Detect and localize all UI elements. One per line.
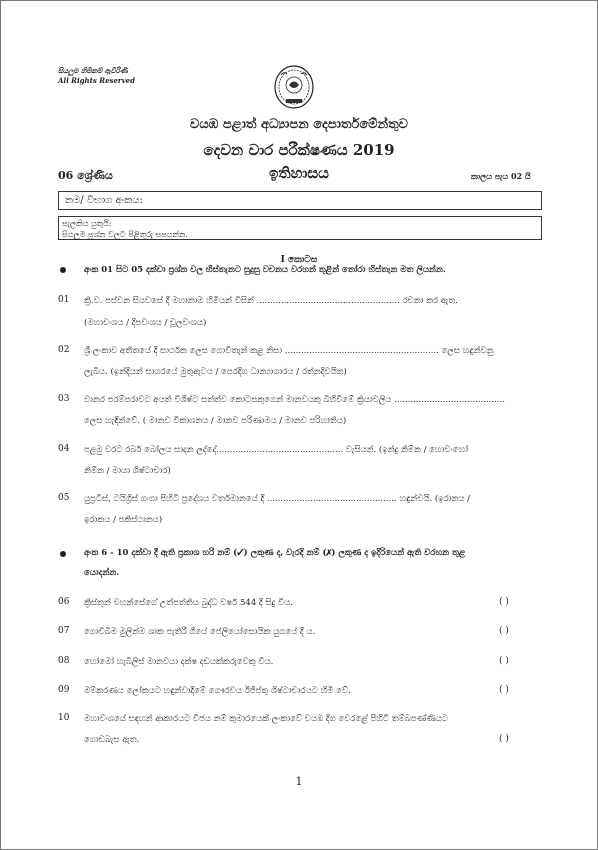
- instructions-box: [58, 216, 542, 240]
- instructions-title: සැලකිය යුතුයි:: [62, 219, 112, 228]
- question-text: ශ්‍රී ලංකාව අතීතයේ දී සාර්ථක ලෙස ගොවිතැන් කළ නිසා ......................................................... ලෙස හඳුන්වනු: [84, 346, 494, 356]
- time-label: කාලය පැය 02 යි: [471, 171, 531, 181]
- section1-bullet: [60, 267, 66, 273]
- question-number: 07: [58, 626, 70, 636]
- question-text: ක්‍රි.ව. පස්වන සියවසේ දී මහානාම හිමියන් විසින් ..................................................... රචනා කර ඇත.: [84, 296, 458, 306]
- question-number: 06: [58, 597, 70, 607]
- question-text: වානර පරම්පරාවට අයත් විශිෂ්ට සත්ත්ව කොටසකුගෙන් මානවයකු බිහිවීමේ ක්‍රියාවලිය .........................................: [84, 395, 505, 405]
- question-number: 05: [58, 493, 70, 503]
- question-number: 02: [58, 345, 70, 355]
- question-number: 08: [58, 656, 70, 666]
- question-options: ලැබීය. (ඉන්දියන් සාගරයේ මුතුඇටය / පෙරදිග ධාන්‍යාගාරය / රත්නදිවයින): [84, 367, 347, 377]
- name-field[interactable]: [58, 191, 542, 210]
- question-options: නිම්න / මායා ශිෂ්ටාචාර): [84, 466, 171, 476]
- question-text: හෝමෝ හැබිලිස් මානවයා දක්ෂ දඩයක්කරුවෙකු විය.: [84, 657, 274, 667]
- name-field-label: නම/ විභාග අංකය:: [65, 195, 143, 206]
- subject-title: ඉතිහාසය: [269, 164, 329, 182]
- question-text: ගොවිබිම මුලින්ම ශාක පැතිරී ගියේ පේලියෝසොයික යුගයේ දී ය.: [84, 627, 316, 637]
- question-text: මම්කරණය ලෝකයට හඳුන්වාදීමේ ගෞරවය ඊජිප්තු ශිෂ්ටාචාරයට හිමි වේ.: [84, 686, 351, 696]
- section2-heading-cont: යොදන්න.: [84, 568, 120, 578]
- question-number: 09: [58, 685, 70, 695]
- section2-bullet: [60, 551, 66, 557]
- question-text: ක්‍රිස්තුන් වහන්සේගේ උත්පත්තිය බුද්ධ වර්ෂ 544 දී සිදු විය.: [84, 598, 293, 608]
- grade-label: 06 ශ්‍රේණිය: [58, 169, 113, 182]
- answer-bracket[interactable]: ( ): [499, 626, 509, 636]
- copyright-notice: [58, 66, 135, 86]
- copyright-english: All Rights Reserved: [58, 76, 136, 85]
- question-text-cont: ගොඩබැස ඇත.: [84, 735, 140, 745]
- answer-bracket[interactable]: ( ): [499, 656, 509, 666]
- part-title: I කොටස: [280, 255, 318, 265]
- question-text: මහාවංශයේ සඳහන් ආකාරයට විජය නම් කුමාරයෙක් ලංකාවේ වයඹ දිග වෙරළේ පිහිටි තම්බපණ්ණියට: [84, 714, 448, 724]
- question-number: 01: [58, 295, 70, 305]
- answer-bracket[interactable]: ( ): [499, 734, 509, 744]
- answer-bracket[interactable]: ( ): [499, 685, 509, 695]
- exam-title: දෙවන වාර පරීක්ෂණය 2019: [203, 141, 395, 159]
- section1-heading: අංක 01 සිට 05 දක්වා ප්‍රශ්න වල හිස්තැනට සුදුසු වචනය වරහන් තුළින් තෝරා හිස්තැන මත ලියන්න.: [84, 265, 446, 275]
- question-number: 03: [58, 394, 70, 404]
- question-options: (මහාවංශය / දීපවංශය / චූලවංශය): [84, 318, 207, 328]
- page-number: 1: [295, 775, 303, 788]
- question-number: 10: [58, 713, 70, 723]
- emblem-icon: [273, 65, 315, 111]
- question-text: යුප්‍රටීස්, ටයිග්‍රිස් ගංගා පිහිටි ප්‍රදේශය වර්තමානයේ දී ................................................ හඳුන්වයි. (ඉරානය /: [84, 494, 471, 504]
- department-title: වයඹ පළාත් අධ්‍යාපන දෙපාර්තමේන්තුව: [190, 117, 408, 132]
- instructions-text: සියලුම ප්‍රශ්න වලට පිළිතුරු සපයන්න.: [62, 230, 188, 239]
- question-number: 04: [58, 444, 70, 454]
- section2-heading: අංක 6 - 10 දක්වා දී ඇති ප්‍රකාශ හරි නම් (✓) ලකුණ ද, වැරදි නම් (✗) ලකුණ ද ඉදිරියෙන් ඇති වරහන තුළ: [84, 548, 466, 558]
- answer-bracket[interactable]: ( ): [499, 597, 509, 607]
- question-options: ලෙස හැඳින්වේ. ( මානව විකාශනය / මානව පරිණාමය / මානව පරිහානිය): [84, 416, 347, 426]
- question-text: පළමු වරට රබර් බෝලය සාදන ලද්දේ............................................... වැසියන්. (ඉන්දු නිම්න / හොවංහෝ: [84, 445, 468, 455]
- copyright-sinhala: සියලුම හිමිකම් ඇවිරිණි: [58, 66, 128, 75]
- question-options: ඉරාකය / පකිස්ථානය): [84, 515, 163, 525]
